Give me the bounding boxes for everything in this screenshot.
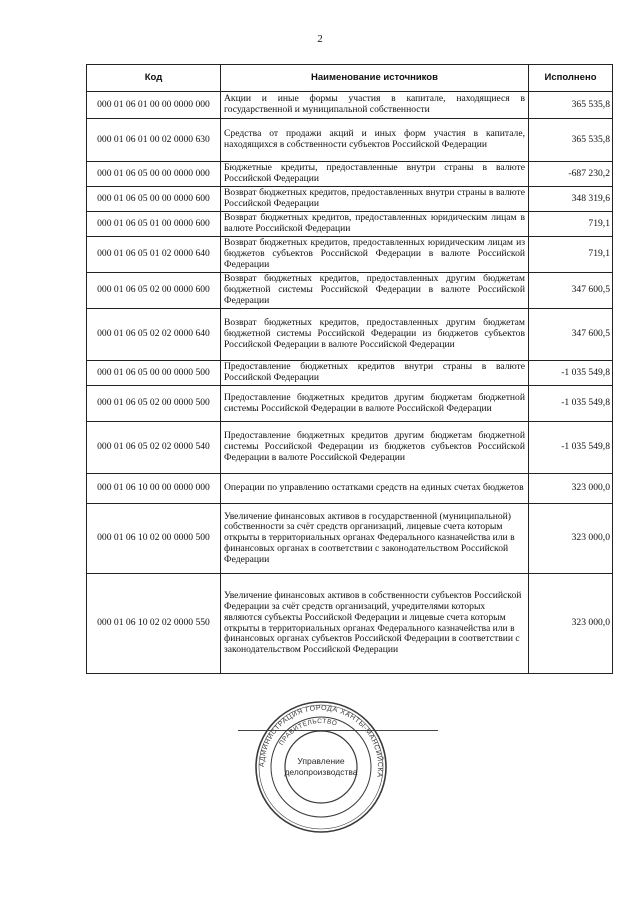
table-row bbox=[87, 212, 613, 237]
row-name: Предоставление бюджетных кредитов другим бюджетам бюджетной системы Российской Федерации из бюджетов субъектов Российской Федерации в валюте Российской Федерации bbox=[221, 422, 529, 474]
row-name: Бюджетные кредиты, предоставленные внутри страны в валюте Российской Федерации bbox=[221, 162, 529, 187]
row-code: 000 01 06 05 02 00 0000 500 bbox=[87, 386, 221, 422]
table-row bbox=[87, 187, 613, 212]
header-name: Наименование источников bbox=[221, 65, 529, 92]
table-row bbox=[87, 474, 613, 504]
row-amount: 365 535,8 bbox=[529, 119, 613, 162]
official-seal bbox=[254, 700, 388, 834]
row-code: 000 01 06 05 01 00 0000 600 bbox=[87, 212, 221, 237]
row-amount: 347 600,5 bbox=[529, 273, 613, 309]
table-row bbox=[87, 162, 613, 187]
row-amount: -1 035 549,8 bbox=[529, 386, 613, 422]
row-name: Средства от продажи акций и иных форм участия в капитале, находящихся в собственности субъектов Российской Федерации bbox=[221, 119, 529, 162]
table-row bbox=[87, 574, 613, 674]
row-name: Акции и иные формы участия в капитале, находящиеся в государственной и муниципальной собственности bbox=[221, 92, 529, 119]
table-row bbox=[87, 273, 613, 309]
table-row bbox=[87, 92, 613, 119]
row-code: 000 01 06 01 00 02 0000 630 bbox=[87, 119, 221, 162]
row-code: 000 01 06 10 02 00 0000 500 bbox=[87, 504, 221, 574]
row-code: 000 01 06 05 01 02 0000 640 bbox=[87, 237, 221, 273]
row-name: Предоставление бюджетных кредитов внутри страны в валюте Российской Федерации bbox=[221, 361, 529, 386]
row-code: 000 01 06 05 00 00 0000 500 bbox=[87, 361, 221, 386]
seal-center-line2: делопроизводства bbox=[284, 767, 358, 777]
row-name: Операции по управлению остатками средств на единых счетах бюджетов bbox=[221, 474, 529, 504]
table-row bbox=[87, 422, 613, 474]
header-code: Код bbox=[87, 65, 221, 92]
table-row bbox=[87, 361, 613, 386]
row-code: 000 01 06 10 00 00 0000 000 bbox=[87, 474, 221, 504]
row-name: Возврат бюджетных кредитов, предоставленных юридическим лицам из бюджетов субъектов Российской Федерации в валюте Российской Федерации bbox=[221, 237, 529, 273]
row-code: 000 01 06 05 00 00 0000 000 bbox=[87, 162, 221, 187]
row-amount: 719,1 bbox=[529, 212, 613, 237]
row-amount: 365 535,8 bbox=[529, 92, 613, 119]
table-row bbox=[87, 386, 613, 422]
row-amount: -1 035 549,8 bbox=[529, 422, 613, 474]
table-header-row bbox=[87, 65, 613, 92]
sources-table bbox=[86, 64, 613, 674]
row-code: 000 01 06 10 02 02 0000 550 bbox=[87, 574, 221, 674]
row-amount: 347 600,5 bbox=[529, 309, 613, 361]
row-amount: 323 000,0 bbox=[529, 474, 613, 504]
row-amount: 719,1 bbox=[529, 237, 613, 273]
row-name: Возврат бюджетных кредитов, предоставленных другим бюджетам бюджетной системы Российской Федерации из бюджетов субъектов Российской Федерации в валюте Российской Федерации bbox=[221, 309, 529, 361]
row-name: Возврат бюджетных кредитов, предоставленных другим бюджетам бюджетной системы Российской Федерации в валюте Российской Федерации bbox=[221, 273, 529, 309]
header-amount: Исполнено bbox=[529, 65, 613, 92]
row-amount: 323 000,0 bbox=[529, 574, 613, 674]
row-name: Предоставление бюджетных кредитов другим бюджетам бюджетной системы Российской Федерации в валюте Российской Федерации bbox=[221, 386, 529, 422]
row-name: Возврат бюджетных кредитов, предоставленных внутри страны в валюте Российской Федерации bbox=[221, 187, 529, 212]
row-name: Увеличение финансовых активов в собственности субъектов Российской Федерации за счёт средств организаций, учредителями которых являются субъекты Российской Федерации и лицевые счета которым открыты в территориальных органах Федерального казначейства или в финансовых органах субъектов Российской Федерации в соответствии с законодательством Российской Федерации bbox=[221, 574, 529, 674]
row-code: 000 01 06 05 02 02 0000 540 bbox=[87, 422, 221, 474]
row-amount: -687 230,2 bbox=[529, 162, 613, 187]
page-number: 2 bbox=[317, 33, 323, 45]
row-code: 000 01 06 05 02 00 0000 600 bbox=[87, 273, 221, 309]
row-code: 000 01 06 05 02 02 0000 640 bbox=[87, 309, 221, 361]
seal-outer-text: АДМИНИСТРАЦИЯ ГОРОДА ХАНТЫ-МАНСИЙСКА bbox=[258, 704, 384, 779]
table-row bbox=[87, 309, 613, 361]
seal-center-line1: Управление bbox=[297, 756, 345, 766]
table-row bbox=[87, 119, 613, 162]
row-name: Возврат бюджетных кредитов, предоставленных юридическим лицам в валюте Российской Федерации bbox=[221, 212, 529, 237]
row-name: Увеличение финансовых активов в государственной (муниципальной) собственности за счёт средств организаций, лицевые счета которым открыты в территориальных органах Федерального казначейства или в финансовых органах в соответствии с законодательством Российской Федерации bbox=[221, 504, 529, 574]
row-code: 000 01 06 05 00 00 0000 600 bbox=[87, 187, 221, 212]
row-amount: 323 000,0 bbox=[529, 504, 613, 574]
row-amount: 348 319,6 bbox=[529, 187, 613, 212]
table-row bbox=[87, 504, 613, 574]
row-amount: -1 035 549,8 bbox=[529, 361, 613, 386]
table-row bbox=[87, 237, 613, 273]
seal-inner-text: ПРАВИТЕЛЬСТВО bbox=[278, 717, 339, 747]
row-code: 000 01 06 01 00 00 0000 000 bbox=[87, 92, 221, 119]
